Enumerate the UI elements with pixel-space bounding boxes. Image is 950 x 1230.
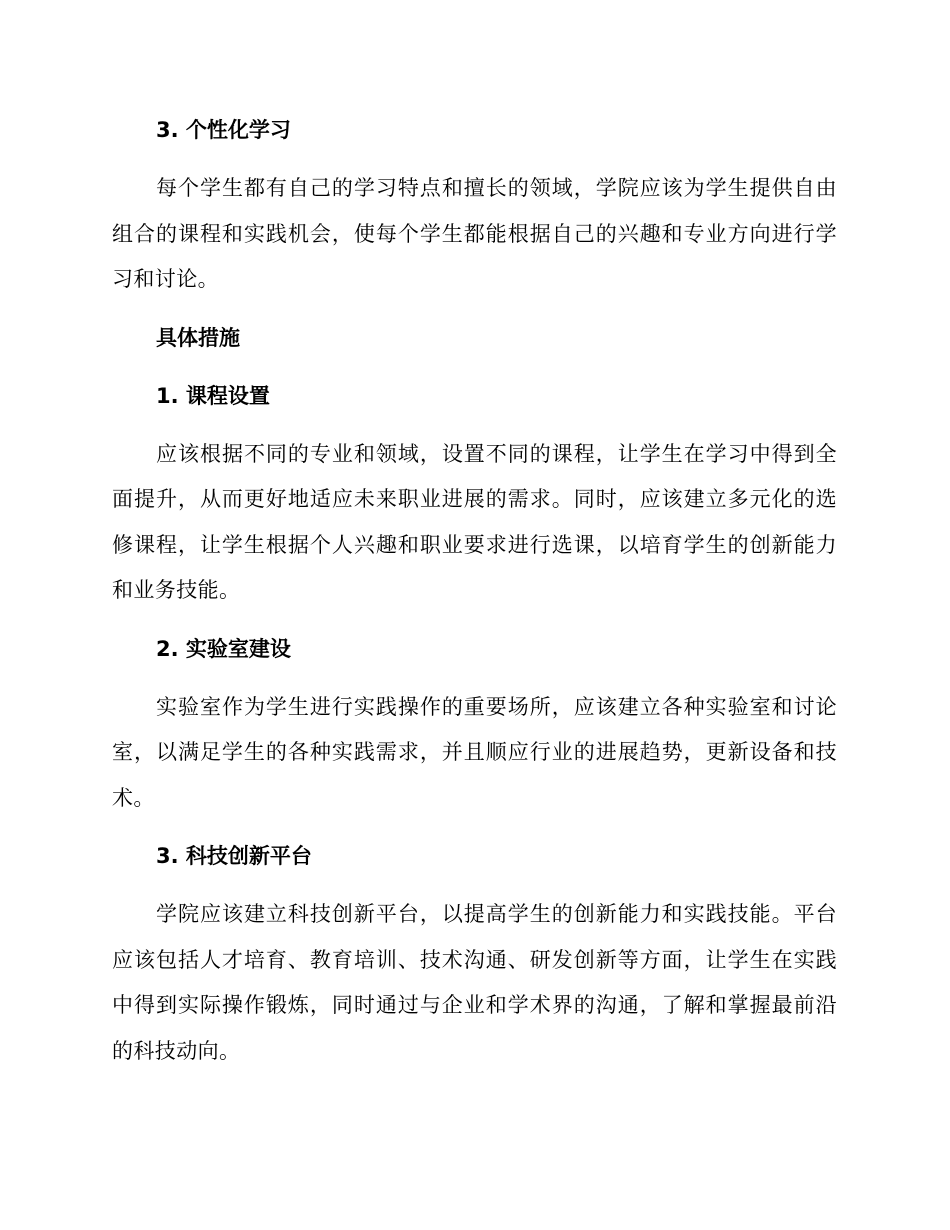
section-heading-course-setup: 1. 课程设置 [156,383,270,408]
document-body [112,108,837,1074]
section-heading-lab-construction: 2. 实验室建设 [156,636,291,661]
paragraph-innovation-platform: 学院应该建立科技创新平台，以提高学生的创新能力和实践技能。平台应该包括人才培育、教育培训、技术沟通、研发创新等方面，让学生在实践中得到实际操作锻炼，同时通过与企业和学术界的沟通，了解和掌握最前沿的科技动向。 [112,902,837,1063]
paragraph-personalized-learning: 每个学生都有自己的学习特点和擅长的领域，学院应该为学生提供自由组合的课程和实践机会，使每个学生都能根据自己的兴趣和专业方向进行学习和讨论。 [112,176,837,291]
section-heading-specific-measures: 具体措施 [156,325,240,350]
paragraph-course-setup: 应该根据不同的专业和领域，设置不同的课程，让学生在学习中得到全面提升，从而更好地适应未来职业进展的需求。同时，应该建立多元化的选修课程，让学生根据个人兴趣和职业要求进行选课，以培育学生的创新能力和业务技能。 [112,441,837,602]
section-heading-personalized-learning: 3. 个性化学习 [156,118,291,142]
paragraph-lab-construction: 实验室作为学生进行实践操作的重要场所，应该建立各种实验室和讨论室，以满足学生的各种实践需求，并且顺应行业的进展趋势，更新设备和技术。 [112,694,837,810]
section-heading-innovation-platform: 3. 科技创新平台 [156,844,312,868]
